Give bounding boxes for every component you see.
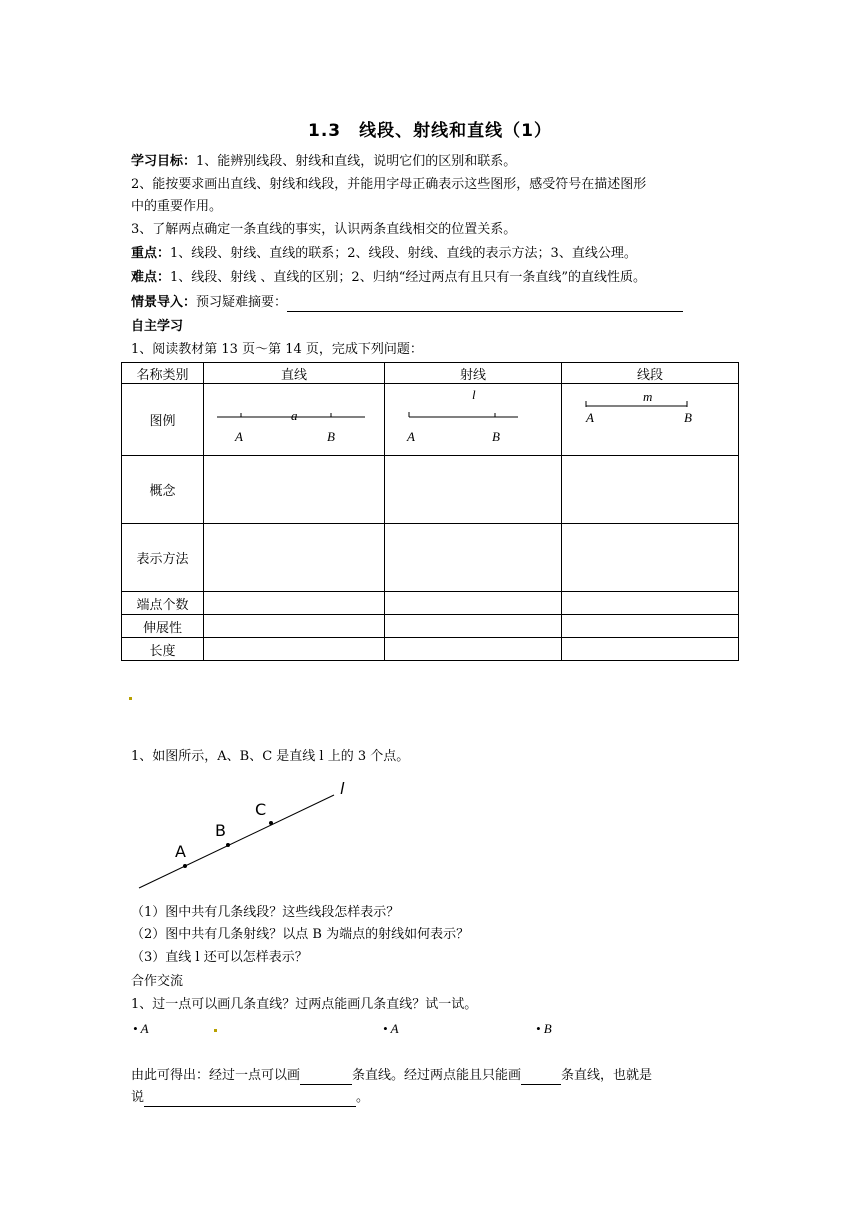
ray-label-B: B (491, 429, 500, 444)
comparison-table (121, 362, 739, 661)
cooperation-task: 1、过一点可以画几条直线？过两点能画几条直线？试一试。 (131, 997, 478, 1012)
cell-segment-concept[interactable] (561, 456, 738, 524)
cell-segment-endpoints[interactable] (561, 592, 738, 615)
conclusion-text-4: 说 (131, 1090, 145, 1105)
objective-1: 1、能辨别线段、射线和直线，说明它们的区别和联系。 (196, 154, 517, 169)
cell-ray-concept[interactable] (384, 456, 561, 524)
segment-figure-cell (561, 384, 738, 456)
self-study-heading: 自主学习 (131, 319, 184, 334)
label-l: l (340, 779, 345, 798)
label-B: B (215, 821, 226, 840)
question-1: （1）图中共有几条线段？这些线段怎样表示？ (131, 905, 400, 920)
cell-line-endpoints[interactable] (204, 592, 385, 615)
cell-ray-length[interactable] (384, 638, 561, 661)
table-row-concept (122, 456, 739, 524)
example-line-figure (130, 778, 360, 893)
key-points-text: 1、线段、射线、直线的联系；2、线段、射线、直线的表示方法；3、直线公理。 (170, 246, 637, 261)
intro-text: 预习疑难摘要： (196, 295, 288, 310)
objective-2b: 中的重要作用。 (131, 199, 223, 214)
cell-line-concept[interactable] (204, 456, 385, 524)
segment-figure (562, 384, 738, 451)
header-category: 名称类别 (122, 363, 204, 384)
row-label-notation: 表示方法 (122, 524, 204, 592)
objective-3: 3、了解两点确定一条直线的事实，认识两条直线相交的位置关系。 (131, 222, 517, 237)
line-figure (205, 384, 383, 451)
point-a-pair: • A (383, 1021, 399, 1036)
cell-line-notation[interactable] (204, 524, 385, 592)
point-B-dot (226, 843, 230, 847)
table-row-notation (122, 524, 739, 592)
cell-line-extension[interactable] (204, 615, 385, 638)
table-header-row (122, 363, 739, 384)
segment-label-m: m (642, 389, 653, 404)
row-label-concept: 概念 (122, 456, 204, 524)
row-label-extension: 伸展性 (122, 615, 204, 638)
conclusion-text-3: 条直线，也就是 (561, 1068, 653, 1083)
objective-line-1 (131, 153, 516, 171)
difficulties (131, 269, 646, 287)
question-3: （3）直线 l 还可以怎样表示？ (131, 950, 308, 965)
stray-mark (214, 1029, 217, 1032)
conclusion-text-1: 由此可得出：经过一点可以画 (131, 1068, 301, 1083)
cell-segment-length[interactable] (561, 638, 738, 661)
key-points (131, 245, 637, 263)
point-A-dot (183, 864, 187, 868)
self-study-task: 1、阅读教材第 13 页～第 14 页，完成下列问题： (131, 342, 423, 357)
blank-two-points[interactable] (521, 1071, 561, 1085)
header-line: 直线 (204, 363, 385, 384)
objectives-label: 学习目标： (131, 154, 197, 169)
ray-figure (385, 384, 561, 451)
cell-ray-extension[interactable] (384, 615, 561, 638)
conclusion-line-1 (131, 1067, 652, 1085)
segment-label-A: A (585, 410, 594, 425)
difficulties-label: 难点： (131, 270, 171, 285)
cell-segment-notation[interactable] (561, 524, 738, 592)
line-label-a: a (291, 408, 298, 423)
ray-figure-cell (384, 384, 561, 456)
intro-blank[interactable] (287, 298, 683, 312)
intro (131, 294, 683, 312)
question-2: （2）图中共有几条射线？以点 B 为端点的射线如何表示？ (131, 927, 470, 942)
cooperation-heading: 合作交流 (131, 974, 184, 989)
cell-line-length[interactable] (204, 638, 385, 661)
conclusion-text-5: 。 (356, 1090, 370, 1105)
segment-label-B: B (683, 410, 692, 425)
blank-one-point[interactable] (300, 1071, 352, 1085)
point-a-single: • A (133, 1021, 149, 1036)
intro-label: 情景导入： (131, 295, 197, 310)
header-segment: 线段 (561, 363, 738, 384)
table-row-endpoints (122, 592, 739, 615)
cell-ray-notation[interactable] (384, 524, 561, 592)
point-C-dot (269, 821, 273, 825)
line-label-B: B (327, 429, 335, 444)
label-C: C (255, 800, 267, 819)
row-label-figure: 图例 (122, 384, 204, 456)
cell-segment-extension[interactable] (561, 615, 738, 638)
conclusion-text-2: 条直线。经过两点能且只能画 (352, 1068, 522, 1083)
page-title: 1.3 线段、射线和直线（1） (308, 121, 552, 141)
objective-2a: 2、能按要求画出直线、射线和线段，并能用字母正确表示这些图形，感受符号在描述图形 (131, 177, 647, 192)
stray-mark (129, 697, 132, 700)
table-row-figure (122, 384, 739, 456)
row-label-length: 长度 (122, 638, 204, 661)
table-row-extension (122, 615, 739, 638)
example-intro: 1、如图所示，A、B、C 是直线 l 上的 3 个点。 (131, 749, 410, 764)
row-label-endpoints: 端点个数 (122, 592, 204, 615)
difficulties-text: 1、线段、射线 、直线的区别；2、归纳“经过两点有且只有一条直线”的直线性质。 (170, 270, 646, 285)
point-b-pair: • B (536, 1021, 552, 1036)
key-points-label: 重点： (131, 246, 171, 261)
header-ray: 射线 (384, 363, 561, 384)
conclusion-line-2 (131, 1089, 369, 1107)
line-label-A: A (235, 429, 243, 444)
label-A: A (175, 842, 186, 861)
table-row-length (122, 638, 739, 661)
ray-label-A: A (406, 429, 415, 444)
line-figure-cell (204, 384, 385, 456)
blank-axiom[interactable] (144, 1093, 356, 1107)
ray-label-l: l (471, 387, 476, 402)
cell-ray-endpoints[interactable] (384, 592, 561, 615)
